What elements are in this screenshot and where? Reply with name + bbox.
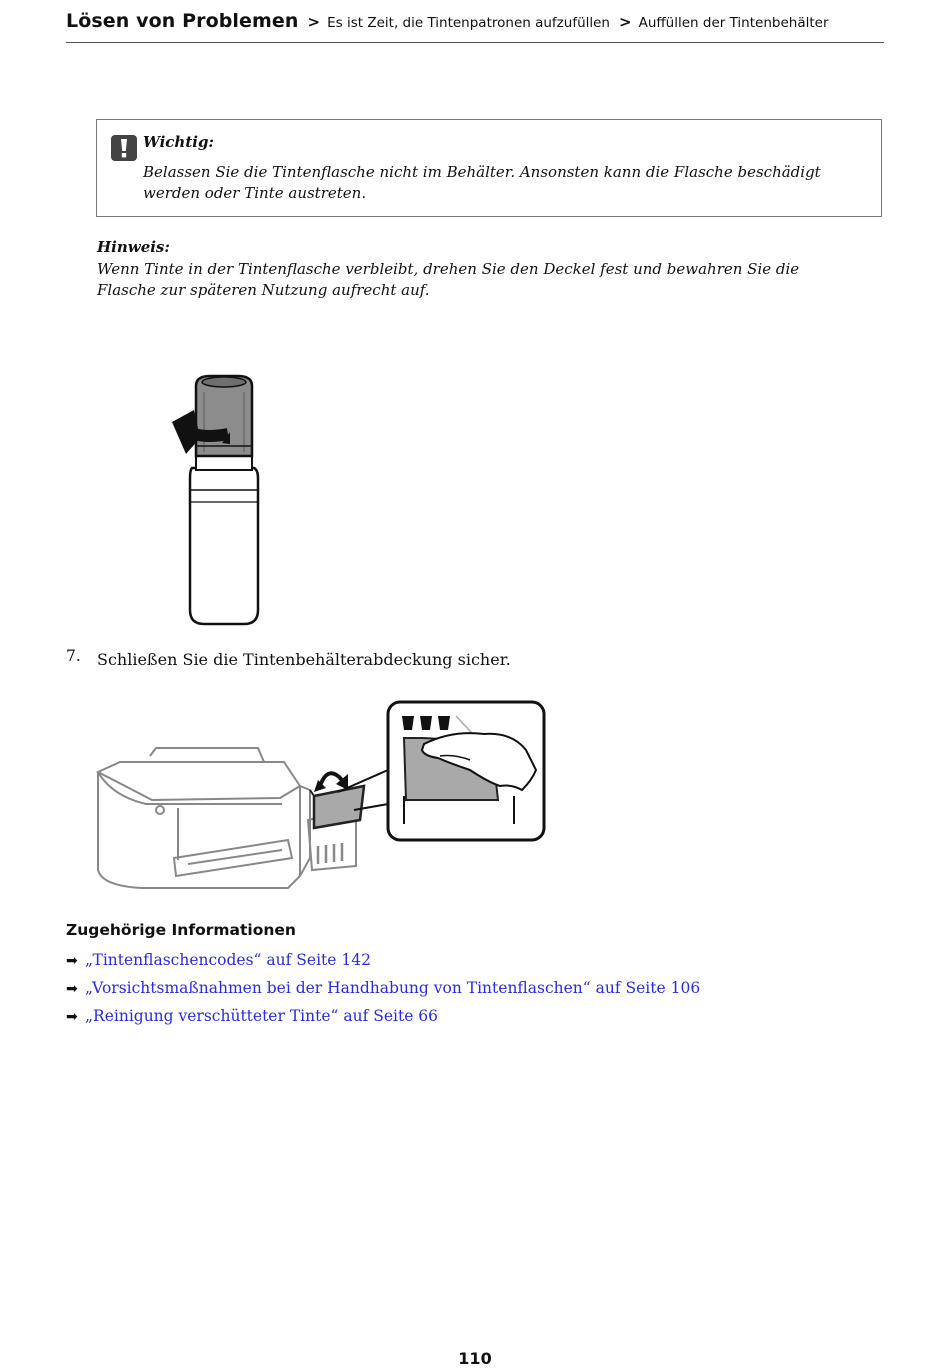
related-link-row [66, 951, 371, 969]
important-notice [96, 119, 882, 217]
breadcrumb-item-refill-time[interactable]: Es ist Zeit, die Tintenpatronen aufzufüllen [327, 15, 610, 31]
step-text: Schließen Sie die Tintenbehälterabdeckung sicher. [97, 650, 511, 669]
breadcrumb-separator: > [619, 13, 632, 31]
exclamation-icon [111, 135, 137, 161]
step-number: 7. [66, 647, 81, 665]
link-ink-bottle-codes[interactable]: „Tintenflaschencodes“ auf Seite 142 [85, 951, 371, 969]
breadcrumb-separator: > [307, 13, 321, 31]
important-title: Wichtig: [143, 133, 214, 151]
related-link-row [66, 979, 700, 997]
right-arrow-icon: ➡ [66, 1009, 78, 1025]
breadcrumb-item-refill-tanks[interactable]: Auffüllen der Tintenbehälter [638, 15, 829, 31]
page-number: 110 [458, 1349, 492, 1368]
note-title: Hinweis: [97, 238, 170, 256]
right-arrow-icon: ➡ [66, 981, 78, 997]
ink-bottle-illustration [160, 372, 270, 628]
related-link-row [66, 1007, 438, 1025]
important-text: Belassen Sie die Tintenflasche nicht im Behälter. Ansonsten kann die Flasche beschädigt werden oder Tinte austreten. [143, 163, 821, 202]
link-cleaning-spilled-ink[interactable]: „Reinigung verschütteter Tinte“ auf Seite 66 [85, 1007, 439, 1025]
link-handling-precautions[interactable]: „Vorsichtsmaßnahmen bei der Handhabung von Tintenflaschen“ auf Seite 106 [85, 979, 701, 997]
page-title: Lösen von Problemen [66, 10, 299, 32]
printer-illustration [92, 700, 552, 896]
related-info-title: Zugehörige Informationen [66, 921, 296, 939]
right-arrow-icon: ➡ [66, 953, 78, 969]
note-text: Wenn Tinte in der Tintenflasche verbleibt, drehen Sie den Deckel fest und bewahren Sie die Flasche zur späteren Nutzung aufrecht auf. [97, 260, 800, 299]
breadcrumb [66, 10, 884, 43]
